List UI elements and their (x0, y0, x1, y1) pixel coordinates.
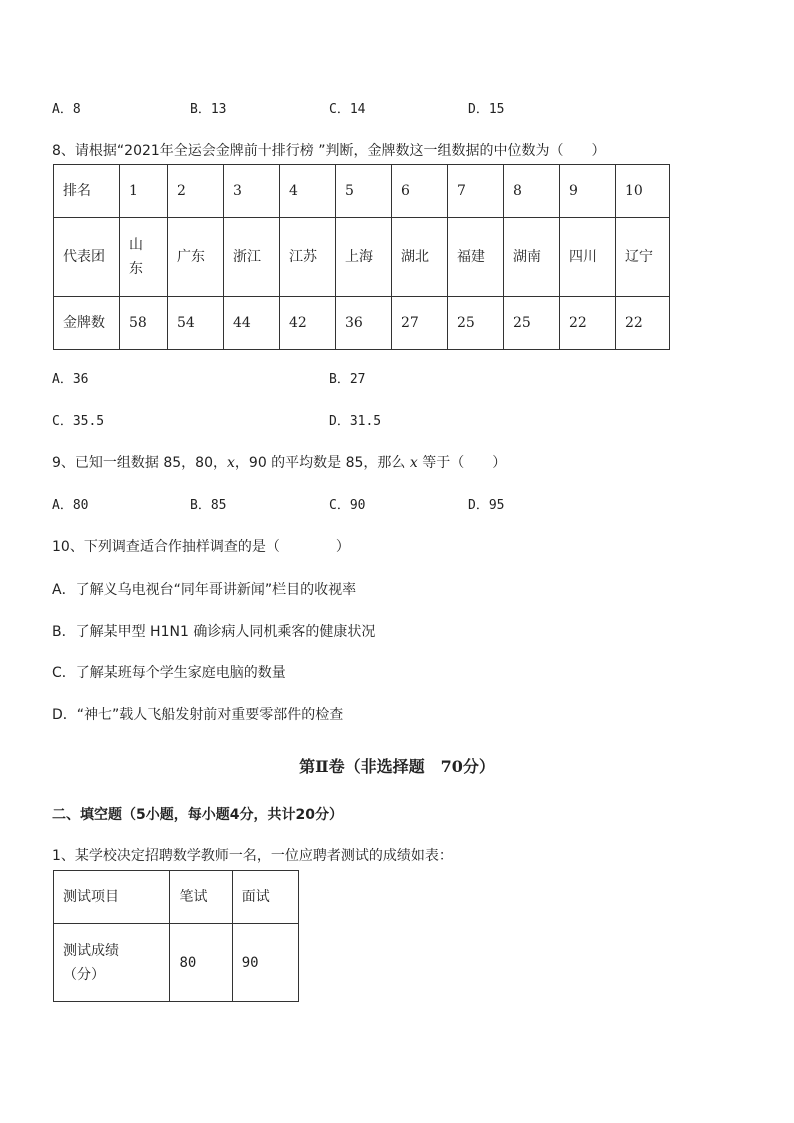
q7-option-d: D．15 (468, 102, 505, 117)
q8-medal-table (53, 164, 670, 350)
team-cell: 浙江 (224, 218, 280, 297)
rank-cell: 9 (560, 165, 616, 218)
rank-cell: 2 (168, 165, 224, 218)
q7-option-c: C．14 (329, 102, 366, 117)
q9-option-b: B．85 (190, 498, 227, 513)
gold-cell: 42 (280, 297, 336, 350)
q7-option-a: A．8 (52, 102, 81, 117)
team-header: 代表团 (54, 218, 120, 297)
item-row (54, 871, 299, 924)
score-row (54, 924, 299, 1002)
q10-option-a: A．了解义乌电视台“同年哥讲新闻”栏目的收视率 (52, 582, 357, 598)
team-cell: 福建 (448, 218, 504, 297)
gold-cell: 36 (336, 297, 392, 350)
q9-option-a: A．80 (52, 498, 89, 513)
written-score: 80 (170, 924, 232, 1002)
item-header: 测试项目 (54, 871, 170, 924)
interview-header: 面试 (232, 871, 298, 924)
q10-option-c: C．了解某班每个学生家庭电脑的数量 (52, 665, 286, 681)
variable-x: x (409, 455, 418, 471)
rank-cell: 3 (224, 165, 280, 218)
q8-option-b: B．27 (329, 372, 366, 387)
gold-cell: 54 (168, 297, 224, 350)
q7-option-b: B．13 (190, 102, 227, 117)
rank-cell: 10 (616, 165, 670, 218)
score-label: 测试成绩（分） (54, 924, 170, 1002)
rank-header: 排名 (54, 165, 120, 218)
q9-option-c: C．90 (329, 498, 366, 513)
team-cell: 江苏 (280, 218, 336, 297)
written-header: 笔试 (170, 871, 232, 924)
q9-stem (52, 453, 506, 473)
rank-cell: 7 (448, 165, 504, 218)
team-cell: 四川 (560, 218, 616, 297)
q8-option-c: C．35.5 (52, 414, 105, 429)
team-cell: 上海 (336, 218, 392, 297)
gold-cell: 25 (504, 297, 560, 350)
q9-stem-pre: 9、已知一组数据 85，80， (52, 455, 227, 471)
part2-title: 二、填空题（5小题，每小题4分，共计20分） (52, 807, 343, 823)
q8-option-d: D．31.5 (329, 414, 382, 429)
gold-header: 金牌数 (54, 297, 120, 350)
team-cell: 湖北 (392, 218, 448, 297)
gold-row (54, 297, 670, 350)
gold-cell: 22 (560, 297, 616, 350)
q9-option-d: D．95 (468, 498, 505, 513)
gold-cell: 25 (448, 297, 504, 350)
team-cell: 辽宁 (616, 218, 670, 297)
rank-cell: 5 (336, 165, 392, 218)
team-row (54, 218, 670, 297)
q8-stem: 8、请根据“2021年全运会金牌前十排行榜 ”判断，金牌数这一组数据的中位数为（ ） (52, 143, 606, 159)
team-cell: 广东 (168, 218, 224, 297)
gold-cell: 27 (392, 297, 448, 350)
interview-score: 90 (232, 924, 298, 1002)
rank-cell: 1 (120, 165, 168, 218)
section-ii-title: 第Ⅱ卷（非选择题 70分） (299, 757, 495, 776)
rank-cell: 4 (280, 165, 336, 218)
team-cell: 山东 (120, 218, 168, 297)
q8-option-a: A．36 (52, 372, 89, 387)
q10-option-b: B．了解某甲型 H1N1 确诊病人同机乘客的健康状况 (52, 624, 376, 640)
gold-cell: 58 (120, 297, 168, 350)
gold-cell: 22 (616, 297, 670, 350)
fill1-score-table (53, 870, 299, 1002)
gold-cell: 44 (224, 297, 280, 350)
q10-option-d: D．“神七”载人飞船发射前对重要零部件的检查 (52, 707, 344, 723)
rank-cell: 8 (504, 165, 560, 218)
fill1-stem: 1、某学校决定招聘数学教师一名，一位应聘者测试的成绩如表： (52, 848, 453, 864)
team-cell: 湖南 (504, 218, 560, 297)
q10-stem: 10、下列调查适合作抽样调查的是（ ） (52, 539, 350, 555)
variable-x: x (227, 455, 235, 471)
rank-cell: 6 (392, 165, 448, 218)
q9-stem-mid: ，90 的平均数是 85，那么 (234, 455, 410, 471)
rank-row (54, 165, 670, 218)
q9-stem-post: 等于（ ） (417, 455, 507, 471)
